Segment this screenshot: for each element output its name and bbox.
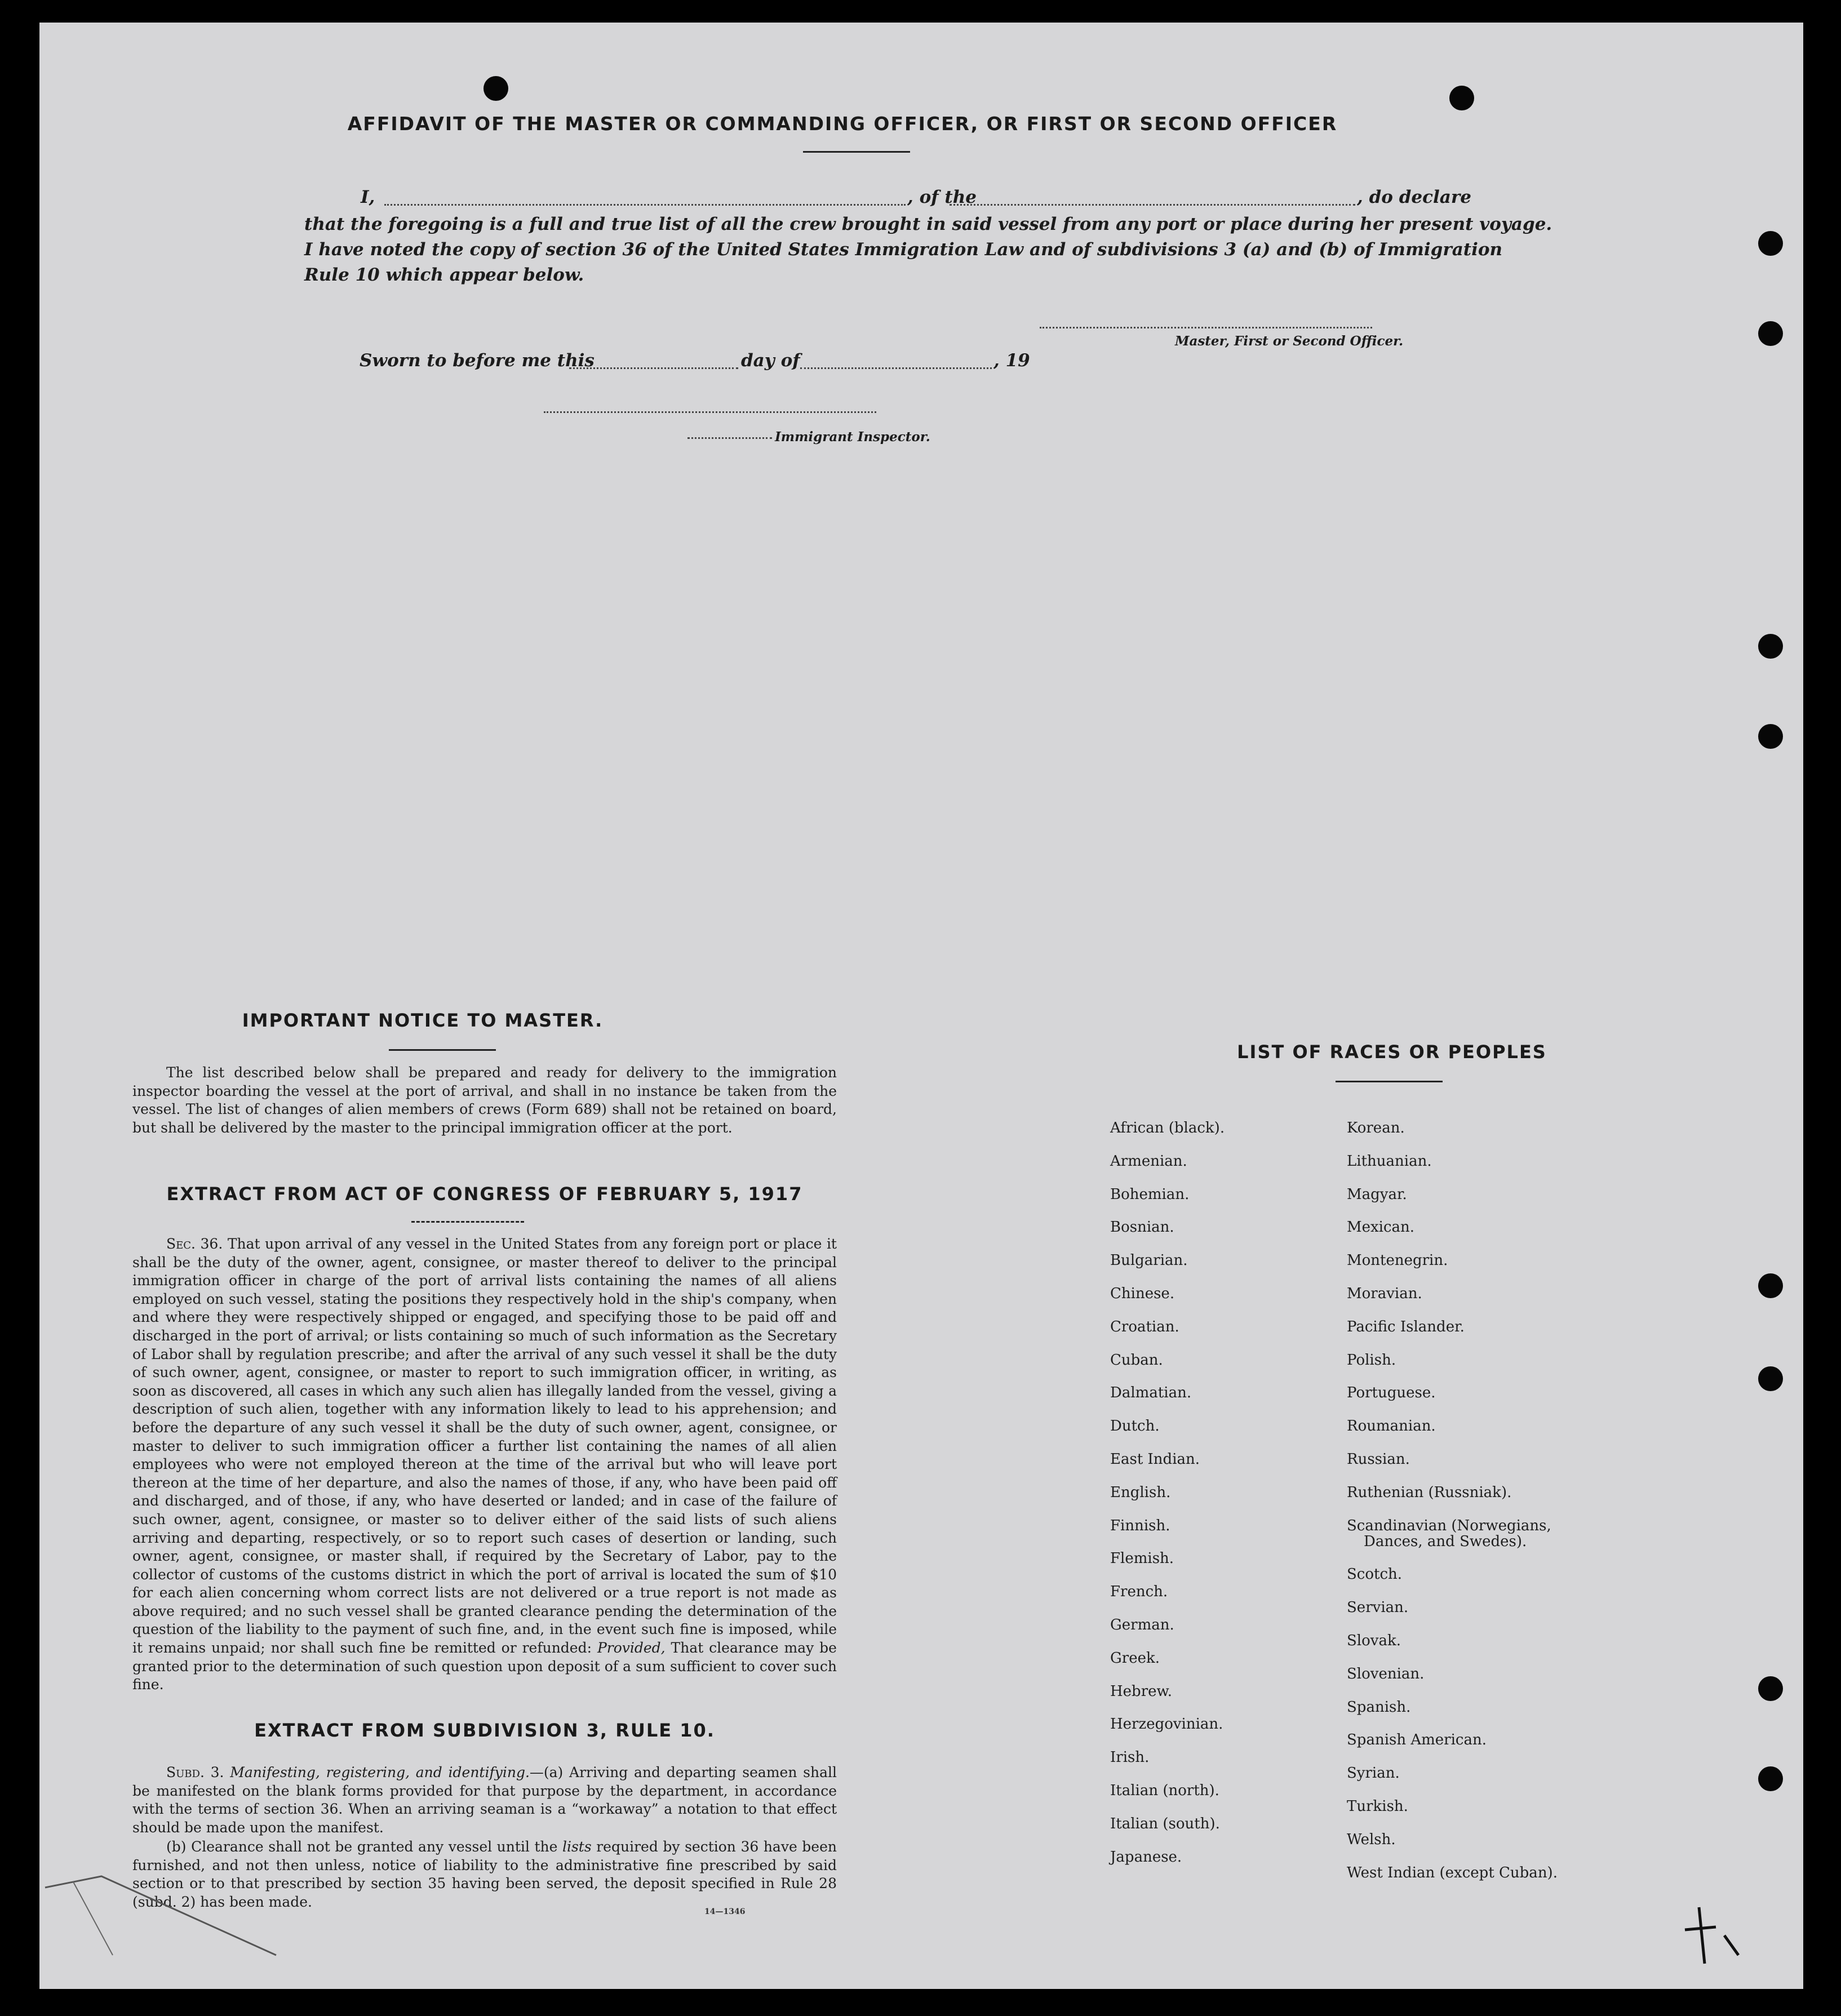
sworn-text: Sworn to before me this — [360, 350, 595, 371]
race-item: Italian (south). — [1110, 1815, 1220, 1832]
race-item: Polish. — [1347, 1351, 1396, 1369]
punch-hole — [1758, 1366, 1783, 1391]
race-item: Turkish. — [1347, 1798, 1408, 1815]
race-item: Italian (north). — [1110, 1782, 1219, 1799]
race-item: East Indian. — [1110, 1451, 1200, 1468]
race-item: Scotch. — [1347, 1566, 1403, 1583]
races-title: LIST OF RACES OR PEOPLES — [1237, 1041, 1547, 1063]
race-item: Moravian. — [1347, 1285, 1422, 1302]
punch-hole — [1758, 1766, 1783, 1791]
race-item: Portuguese. — [1347, 1384, 1436, 1402]
race-item: Slovenian. — [1347, 1665, 1425, 1682]
race-item: West Indian (except Cuban). — [1347, 1864, 1558, 1881]
notice-title: IMPORTANT NOTICE TO MASTER. — [242, 1010, 604, 1031]
vessel-blank[interactable] — [950, 204, 1355, 206]
punch-hole — [1758, 1676, 1783, 1701]
race-item: Armenian. — [1110, 1152, 1187, 1170]
name-blank[interactable] — [384, 204, 906, 206]
affidavit-of-the: , of the — [907, 187, 977, 207]
affidavit-line-2: that the foregoing is a full and true list of all the crew brought in said vessel from any port or place during her present voyage. — [304, 214, 1552, 234]
race-item: Syrian. — [1347, 1765, 1400, 1782]
race-item: English. — [1110, 1484, 1171, 1501]
race-item: Dalmatian. — [1110, 1384, 1192, 1402]
affidavit-title: AFFIDAVIT OF THE MASTER OR COMMANDING OFFICER, OR FIRST OR SECOND OFFICER — [347, 113, 1338, 135]
inspector-short-blank — [687, 437, 772, 439]
race-item: Dutch. — [1110, 1418, 1160, 1435]
notice-rule — [389, 1049, 496, 1051]
sworn-month-blank[interactable] — [800, 367, 992, 369]
punch-hole — [483, 76, 508, 101]
race-item: Japanese. — [1110, 1848, 1182, 1866]
race-item: Bulgarian. — [1110, 1252, 1188, 1269]
races-rule — [1336, 1081, 1443, 1082]
race-item: Dances, and Swedes). — [1364, 1533, 1527, 1550]
race-item: Bohemian. — [1110, 1185, 1190, 1203]
race-item: Flemish. — [1110, 1550, 1174, 1567]
race-item: Herzegovinian. — [1110, 1716, 1223, 1733]
race-item: African (black). — [1110, 1120, 1225, 1136]
inspector-signature-blank[interactable] — [544, 411, 876, 413]
day-of-text: day of — [741, 350, 800, 371]
affidavit-i: I, — [361, 187, 375, 207]
race-item: Roumanian. — [1347, 1418, 1436, 1435]
race-item: Greek. — [1110, 1649, 1160, 1667]
master-caption: Master, First or Second Officer. — [1175, 334, 1404, 349]
sworn-day-blank[interactable] — [569, 367, 738, 369]
race-item: Scandinavian (Norwegians, — [1347, 1517, 1551, 1534]
race-item: French. — [1110, 1583, 1168, 1601]
rule-text-a: Subd. 3. Manifesting, registering, and identifying.—(a) Arriving and departing seamen shall be manifested on the blank forms provided for that purpose by the department, in accordance with the terms of section 36. When an arriving seaman is a “workaway” a notation to that effect should be made upon the manifest. — [132, 1764, 837, 1836]
rule-text-b: (b) Clearance shall not be granted any vessel until the lists required by section 36 have been furnished, and not then unless, notice of liability to the administrative fine prescribed by said section or to that prescribed by section 35 having been served, the deposit specified in Rule 28 (subd. 2) has been made. — [132, 1839, 837, 1910]
race-item: German. — [1110, 1617, 1174, 1633]
year-text: , 19 — [993, 350, 1030, 371]
race-item: Servian. — [1347, 1599, 1409, 1617]
race-item: Cuban. — [1110, 1351, 1163, 1369]
race-item: Montenegrin. — [1347, 1252, 1448, 1269]
race-item: Mexican. — [1347, 1219, 1415, 1236]
race-item: Bosnian. — [1110, 1219, 1174, 1236]
race-item: Lithuanian. — [1347, 1152, 1432, 1170]
rule-title: EXTRACT FROM SUBDIVISION 3, RULE 10. — [254, 1720, 715, 1741]
punch-hole — [1758, 1273, 1783, 1298]
master-signature-blank[interactable] — [1040, 327, 1372, 328]
affidavit-do-declare: , do declare — [1357, 187, 1471, 207]
punch-hole — [1758, 634, 1783, 659]
punch-hole — [1758, 321, 1783, 346]
race-item: Ruthenian (Russniak). — [1347, 1484, 1512, 1501]
race-item: Welsh. — [1347, 1831, 1396, 1848]
punch-hole — [1758, 231, 1783, 256]
race-item: Hebrew. — [1110, 1682, 1172, 1700]
race-item: Spanish American. — [1347, 1731, 1487, 1749]
act-title: EXTRACT FROM ACT OF CONGRESS OF FEBRUARY 5, 1917 — [166, 1183, 803, 1205]
race-item: Spanish. — [1347, 1698, 1411, 1716]
race-item: Magyar. — [1347, 1185, 1407, 1203]
print-code: 14—1346 — [704, 1907, 746, 1916]
affidavit-line-3: I have noted the copy of section 36 of the United States Immigration Law and of subdivisions 3 (a) and (b) of Immigration — [304, 239, 1503, 260]
notice-text: The list described below shall be prepared and ready for delivery to the immigration inspector boarding the vessel at the port of arrival, and shall in no instance be taken from the vessel. The list of changes of alien members of crews (Form 689) shall not be retained on board, but shall be delivered by the master to the principal immigration officer at the port. — [132, 1064, 837, 1136]
race-item: Russian. — [1347, 1451, 1410, 1468]
act-text: Sec. 36. That upon arrival of any vessel in the United States from any foreign port or place it shall be the duty of the owner, agent, consignee, or master thereof to deliver to the principal immigration officer in charge of the port of arrival lists containing the names of all aliens employed on such vessel, stating the positions they respectively hold in the ship's company, when and where they were respectively shipped or engaged, and specifying those to be paid off and discharged in the port of arrival; or lists containing so much of such information as the Secretary of Labor shall by regulation prescribe; and after the arrival of any such vessel it shall be the duty of such owner, agent, consignee, or master to report to such immigration officer, in writing, as soon as discovered, all cases in which any such alien has illegally landed from the vessel, giving a description of such alien, together with any information likely to lead to his apprehension; and before the departure of any such vessel it shall be the duty of such owner, agent, consignee, or master to deliver to such immigration officer a further list containing the names of all alien employees who were not employed thereon at the time of the arrival but who will leave port thereon at the time of her departure, and also the names of those, if any, who have been paid off and discharged, and of those, if any, who have deserted or landed; and in case of the failure of such owner, agent, consignee, or master so to deliver either of the said lists of such aliens arriving and departing, respectively, or so to report such cases of desertion or landing, such owner, agent, consignee, or master shall, if required by the Secretary of Labor, pay to the collector of customs of the customs district in which the port of arrival is located the sum of $10 for each alien concerning whom correct lists are not delivered or a true report is not made as above required; and no such vessel shall be granted clearance pending the determination of the question of the liability to the payment of such fine, and, in the event such fine is imposed, while it remains unpaid; nor shall such fine be remitted or refunded: Provided, That clearance may be granted prior to the determination of such question upon deposit of a sum sufficient to cover such fine. — [132, 1236, 837, 1693]
punch-hole — [1449, 86, 1474, 110]
race-item: Chinese. — [1110, 1285, 1175, 1302]
race-item: Pacific Islander. — [1347, 1318, 1465, 1335]
race-item: Croatian. — [1110, 1318, 1179, 1335]
affidavit-line-4: Rule 10 which appear below. — [304, 265, 584, 285]
race-item: Slovak. — [1347, 1632, 1401, 1649]
document-page — [39, 23, 1803, 1989]
race-item: Irish. — [1110, 1749, 1150, 1766]
punch-hole — [1758, 724, 1783, 749]
act-rule — [411, 1221, 524, 1223]
race-item: Korean. — [1347, 1120, 1405, 1136]
title-rule — [803, 151, 910, 153]
race-item: Finnish. — [1110, 1517, 1170, 1534]
inspector-caption: Immigrant Inspector. — [775, 429, 930, 445]
